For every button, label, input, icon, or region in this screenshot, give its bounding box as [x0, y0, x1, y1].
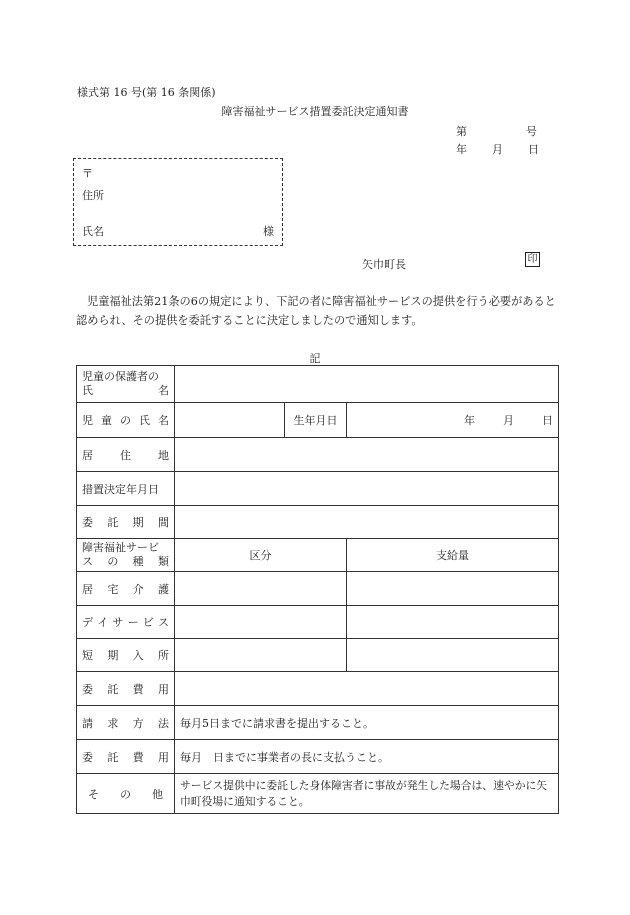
number-prefix: 第	[456, 125, 467, 138]
home-care-category	[175, 572, 347, 606]
table-row	[77, 706, 559, 740]
period-label: 委 託 期 間	[77, 506, 175, 539]
date-day: 日	[528, 143, 539, 156]
short-stay-amount	[347, 639, 559, 672]
date-year: 年	[456, 143, 467, 156]
postal-mark: 〒	[82, 167, 93, 180]
table-row	[77, 366, 559, 403]
guardian-name-value	[175, 366, 559, 403]
table-row	[77, 606, 559, 639]
short-stay-label: 短 期 入 所	[77, 639, 175, 672]
table-row	[77, 403, 559, 438]
table-row	[77, 539, 559, 572]
table-row	[77, 438, 559, 472]
billing-value: 毎月5日までに請求書を提出すること。	[175, 706, 559, 740]
table-row	[77, 639, 559, 672]
period-value	[175, 506, 559, 539]
decision-date-value	[175, 472, 559, 506]
payment-value: 毎月 日までに事業者の長に支払うこと。	[175, 740, 559, 774]
form-number: 様式第 16 号(第 16 条関係)	[77, 86, 216, 99]
child-name-label	[77, 403, 175, 438]
amount-header: 支給量	[347, 539, 559, 572]
decision-date-label: 措置決定年月日	[77, 472, 175, 506]
day-service-label: デ イ サ ー ビ ス	[77, 606, 175, 639]
payment-label: 委 託 費 用	[77, 740, 175, 774]
guardian-name-label: 児童の保護者の 氏 名	[77, 366, 175, 403]
address-label: 住所	[82, 189, 104, 202]
table-row	[77, 672, 559, 706]
home-care-amount	[347, 572, 559, 606]
notice-body-text: 児童福祉法第21条の6の規定により、下記の者に障害福祉サービスの提供を行う必要があると認められ、その提供を委託することに決定しましたので通知します。	[76, 295, 556, 327]
honorific: 様	[263, 225, 274, 238]
birthdate-value: 年 月 日	[347, 403, 559, 438]
ki-marker: 記	[309, 352, 321, 365]
table-row	[77, 572, 559, 606]
table-row	[77, 740, 559, 774]
other-label: そ の 他	[77, 774, 175, 814]
recipient-address-box	[73, 158, 283, 246]
details-table	[76, 365, 559, 814]
table-row	[77, 472, 559, 506]
date-month: 月	[492, 143, 503, 156]
fee-label: 委 託 費 用	[77, 672, 175, 706]
residence-value	[175, 438, 559, 472]
other-value: サービス提供中に委託した身体障害者に事故が発生した場合は、速やかに矢巾町役場に通知すること。	[175, 774, 559, 814]
issuer-title: 矢巾町長	[362, 258, 406, 271]
service-type-label: 障害福祉サービ ス の 種 類	[77, 539, 175, 572]
seal-stamp: 印	[525, 252, 540, 267]
home-care-label: 居 宅 介 護	[77, 572, 175, 606]
child-name-text: 児 童 の 氏 名	[82, 414, 169, 427]
name-label: 氏名	[82, 225, 104, 238]
number-suffix: 号	[526, 125, 537, 138]
short-stay-category	[175, 639, 347, 672]
table-row	[77, 506, 559, 539]
birthdate-label: 生年月日	[285, 403, 347, 438]
table-row	[77, 774, 559, 814]
child-name-value	[175, 403, 285, 438]
day-service-category	[175, 606, 347, 639]
billing-label: 請 求 方 法	[77, 706, 175, 740]
category-header: 区分	[175, 539, 347, 572]
document-title: 障害福祉サービス措置委託決定通知書	[221, 105, 409, 118]
residence-label: 居 住 地	[77, 438, 175, 472]
fee-value	[175, 672, 559, 706]
day-service-amount	[347, 606, 559, 639]
